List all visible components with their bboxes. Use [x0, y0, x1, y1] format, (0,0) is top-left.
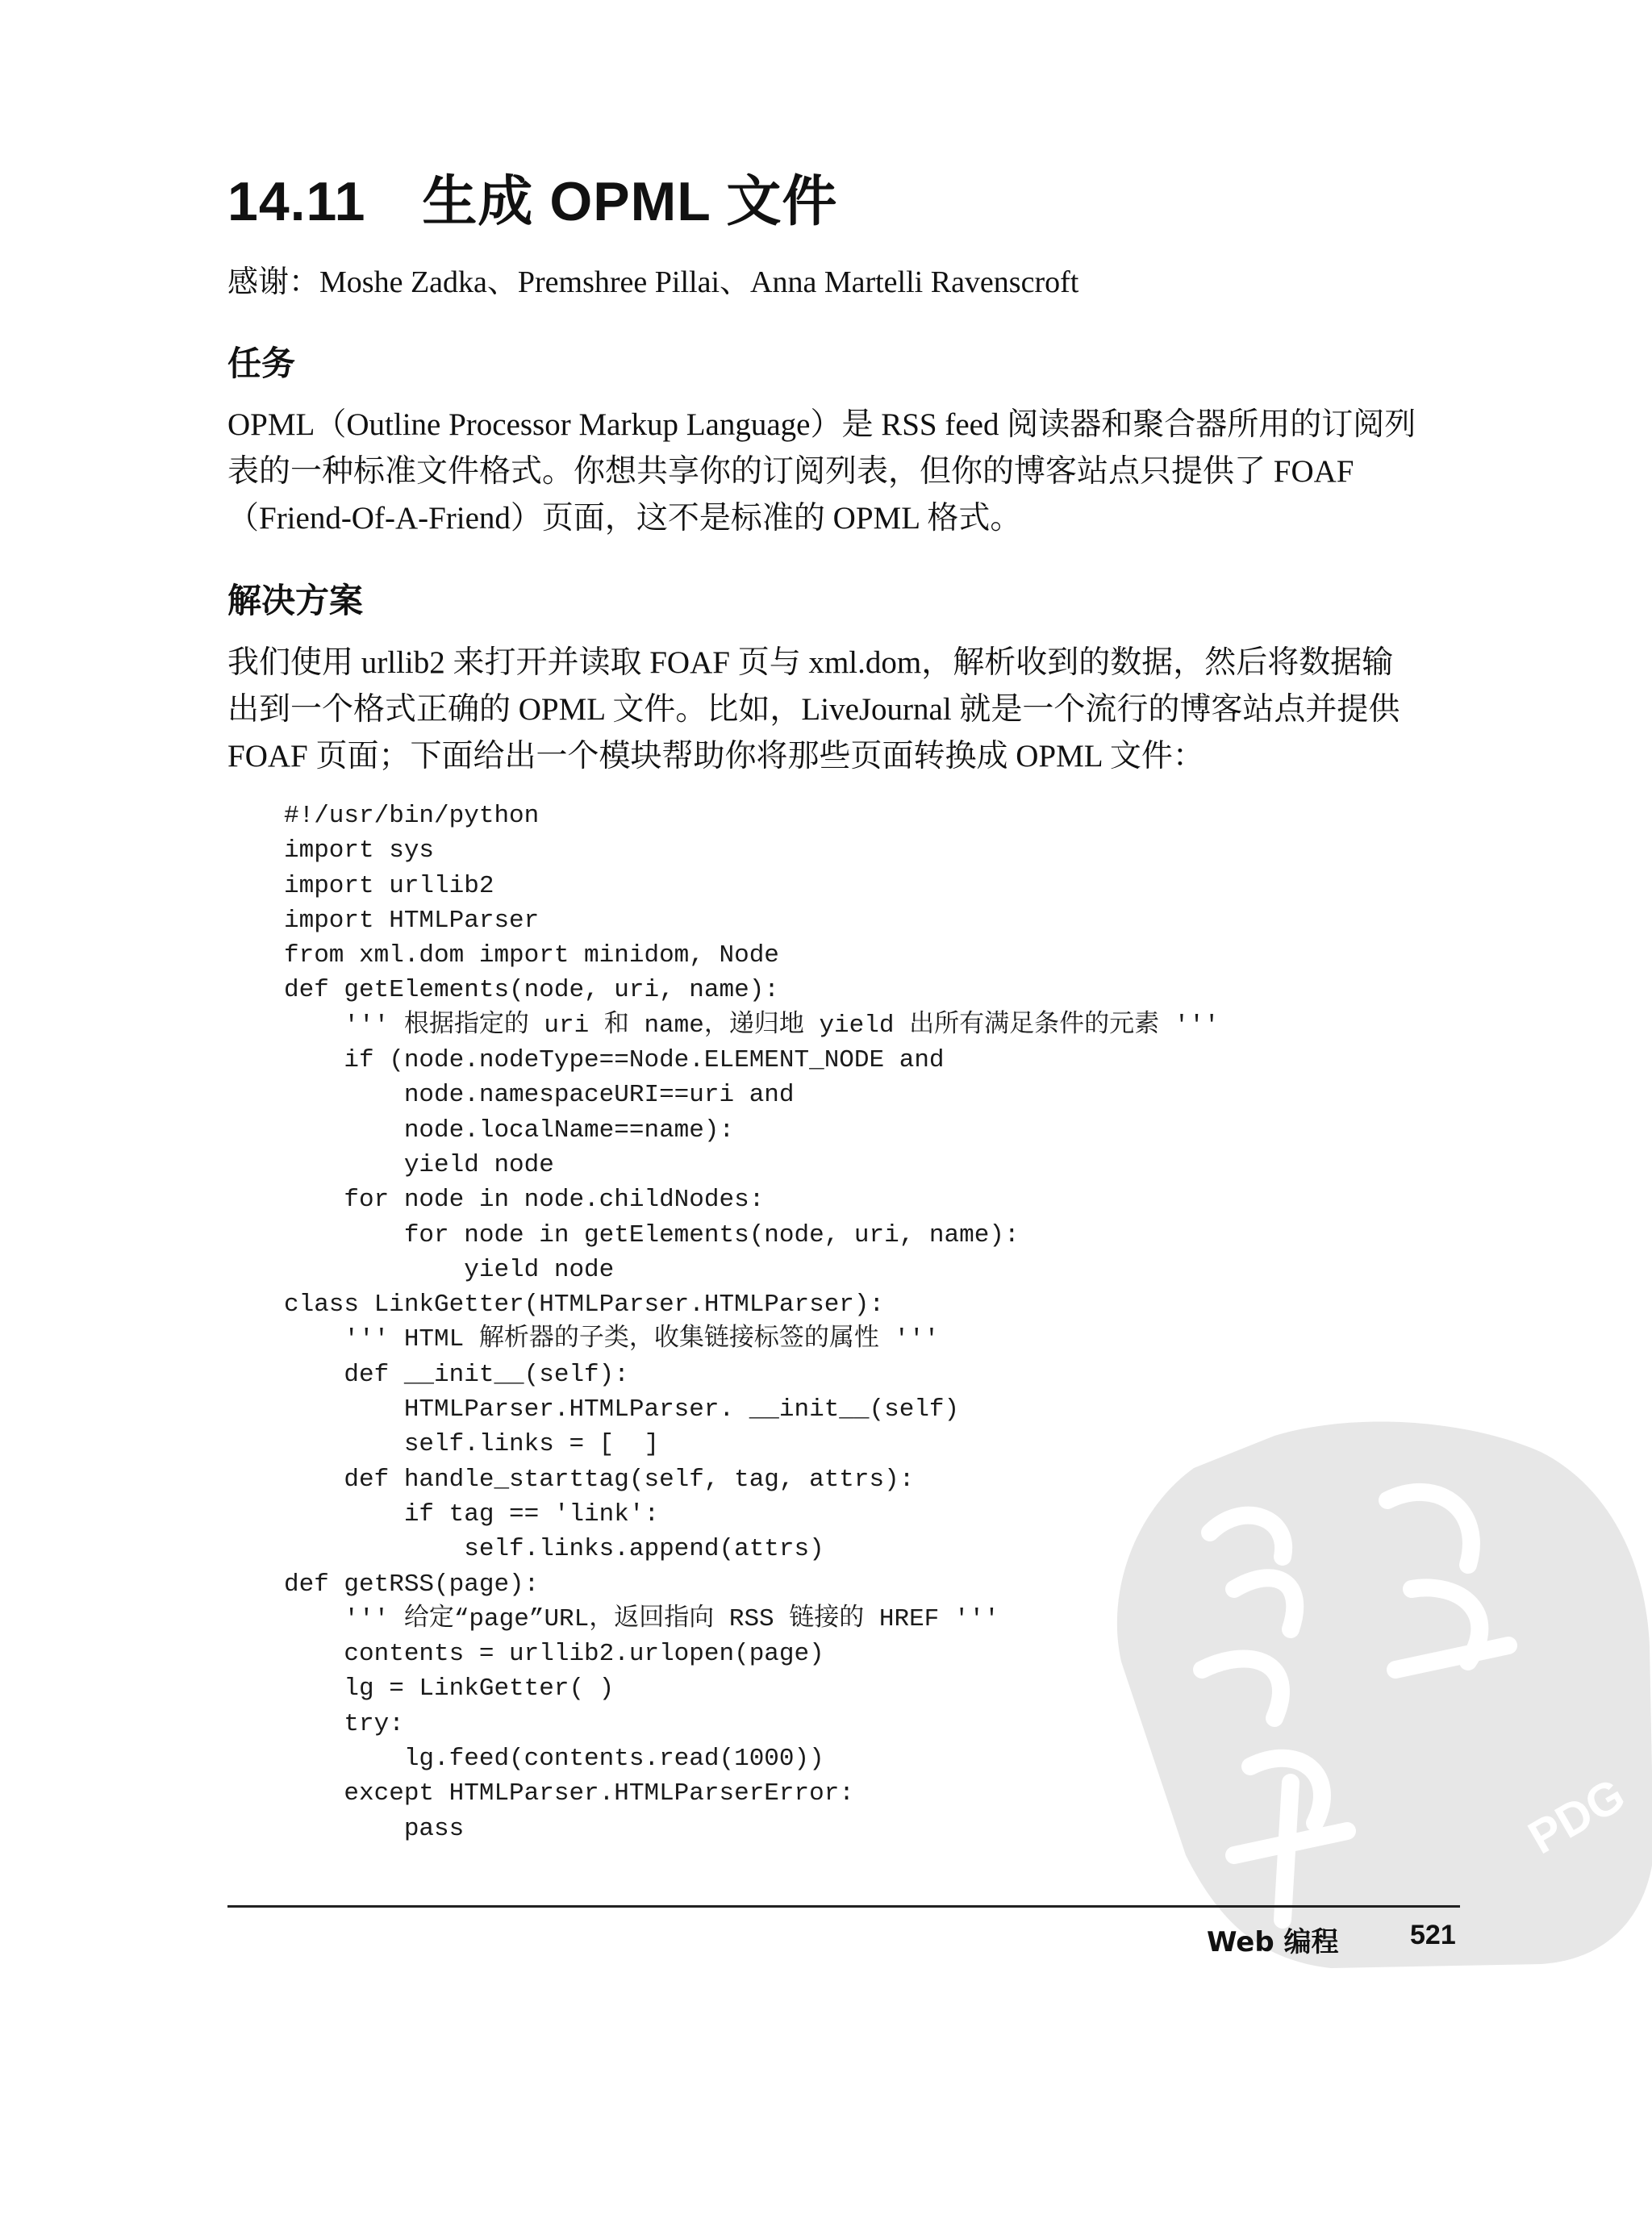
task-paragraph: [227, 402, 1462, 542]
code-line: for node in node.childNodes:: [344, 1186, 765, 1215]
solution-paragraph: [227, 640, 1462, 780]
solution-heading: 解决方案: [227, 581, 364, 620]
solution-line: 我们使用 urllib2 来打开并读取 FOAF 页与 xml.dom，解析收到的数据，然后将数据输: [227, 645, 1394, 680]
section-title-text: 生成 OPML 文件: [422, 171, 838, 232]
task-heading: 任务: [227, 344, 296, 383]
code-line: for node in getElements(node, uri, name):: [403, 1220, 1020, 1249]
code-line: try:: [344, 1709, 404, 1738]
solution-line: FOAF 页面；下面给出一个模块帮助你将那些页面转换成 OPML 文件：: [227, 739, 1204, 774]
footer-section-name: Web 编程: [1207, 1926, 1339, 1958]
section-number: 14.11: [227, 171, 366, 232]
code-line: lg = LinkGetter( ): [344, 1675, 615, 1704]
code-line: pass: [403, 1814, 465, 1843]
code-line: yield node: [403, 1150, 554, 1179]
code-line: self.links = [ ]: [403, 1430, 660, 1459]
task-line: OPML（Outline Processor Markup Language）是 RSS feed 阅读器和聚合器所用的订阅列: [227, 407, 1416, 442]
code-line: import HTMLParser: [284, 906, 540, 935]
code-line: lg.feed(contents.read(1000)): [403, 1745, 824, 1774]
code-line: def getRSS(page):: [284, 1570, 540, 1599]
code-line: #!/usr/bin/python: [284, 802, 540, 830]
code-line: def __init__(self):: [344, 1360, 629, 1389]
credits-line: 感谢：Moshe Zadka、Premshree Pillai、Anna Martelli Ravenscroft: [227, 265, 1079, 299]
code-line: node.localName==name):: [403, 1116, 735, 1145]
code-line: contents = urllib2.urlopen(page): [344, 1640, 824, 1669]
code-line: ''' 给定“page”URL，返回指向 RSS 链接的 HREF ''': [344, 1604, 999, 1633]
footer-rule: [227, 1905, 1460, 1908]
code-line: except HTMLParser.HTMLParserError:: [344, 1779, 854, 1808]
code-line: class LinkGetter(HTMLParser.HTMLParser):: [284, 1291, 885, 1320]
code-line: self.links.append(attrs): [464, 1535, 824, 1564]
watermark-seal-icon: [1089, 1403, 1652, 1968]
code-line: def getElements(node, uri, name):: [284, 976, 779, 1005]
page-number: 521: [1410, 1920, 1456, 1950]
code-line: from xml.dom import minidom, Node: [284, 941, 779, 970]
code-line: def handle_starttag(self, tag, attrs):: [344, 1465, 915, 1494]
solution-line: 出到一个格式正确的 OPML 文件。比如，LiveJournal 就是一个流行的博客站点并提供: [227, 692, 1400, 727]
code-line: yield node: [464, 1255, 615, 1284]
code-line: if tag == 'link':: [403, 1499, 660, 1529]
watermark-text: PDG: [1520, 1768, 1634, 1865]
task-line: 表的一种标准文件格式。你想共享你的订阅列表，但你的博客站点只提供了 FOAF: [227, 454, 1354, 489]
code-line: if (node.nodeType==Node.ELEMENT_NODE and: [344, 1046, 945, 1075]
code-listing: [284, 799, 1220, 1846]
section-title: [227, 158, 837, 236]
code-line: import sys: [284, 836, 435, 865]
task-line: （Friend-Of-A-Friend）页面，这不是标准的 OPML 格式。: [227, 501, 1022, 536]
code-line: HTMLParser.HTMLParser. __init__(self): [403, 1395, 960, 1424]
code-line: node.namespaceURI==uri and: [403, 1081, 795, 1110]
code-line: ''' 根据指定的 uri 和 name，递归地 yield 出所有满足条件的元素 ''': [344, 1011, 1220, 1040]
code-line: import urllib2: [284, 871, 494, 900]
code-line: ''' HTML 解析器的子类，收集链接标签的属性 ''': [344, 1325, 940, 1354]
